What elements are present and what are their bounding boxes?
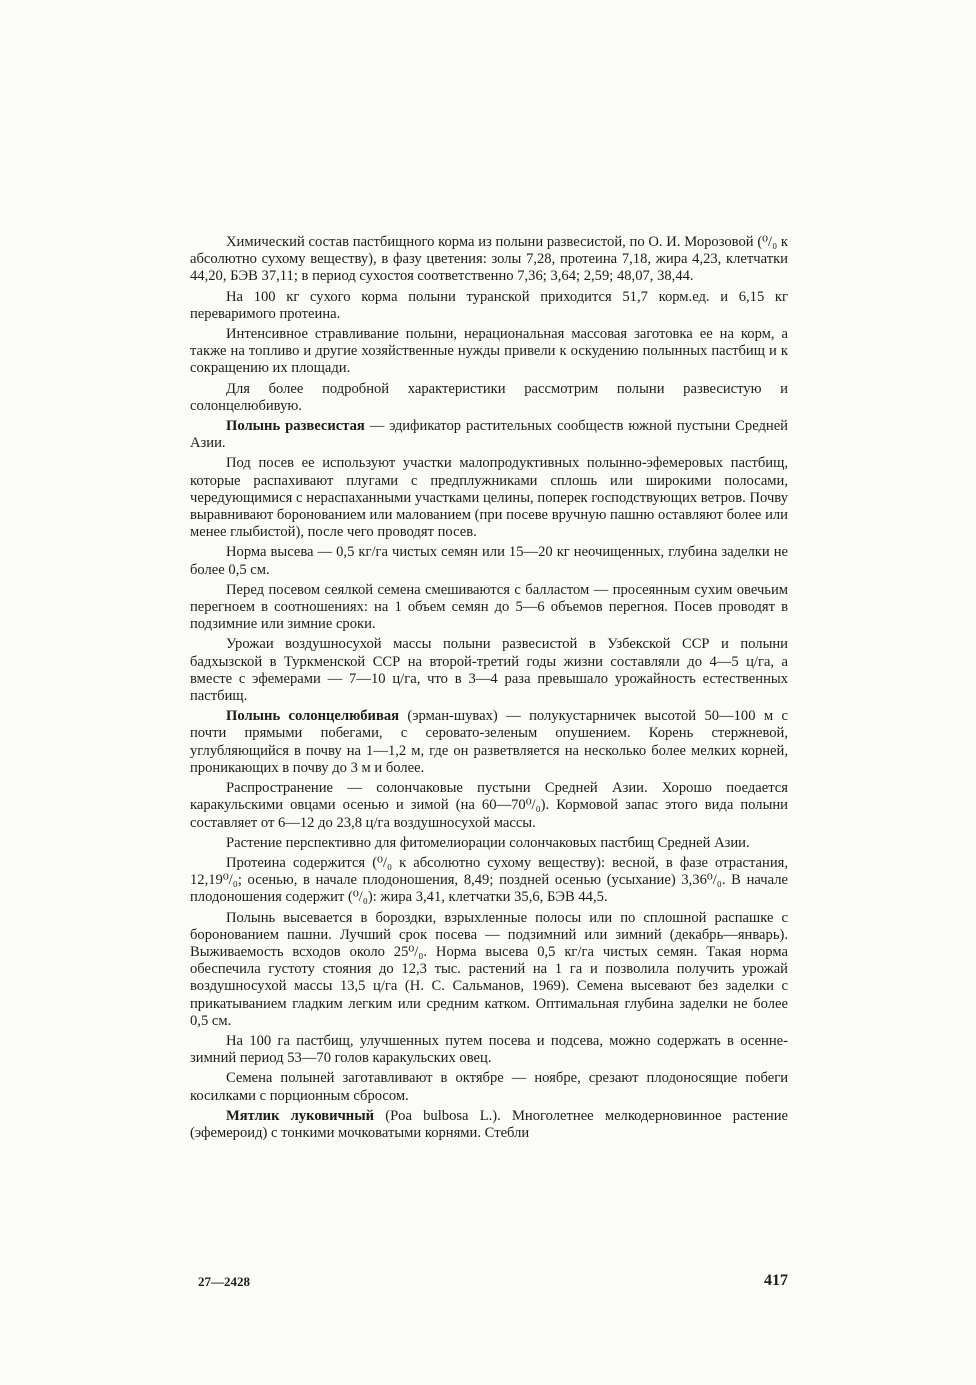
paragraph-text: Распространение — солончаковые пустыни Средней Азии. Хорошо поедается каракульскими овцами осенью и зимой (на 60—70⁰/₀). Кормовой запас этого вида полыни составляет от 6—12 до 23,8 ц/га воздушносухой массы. <box>190 780 788 831</box>
paragraph <box>190 1033 788 1067</box>
paragraph <box>190 289 788 323</box>
paragraph <box>190 855 788 907</box>
paragraph <box>190 835 788 852</box>
paragraph <box>190 636 788 705</box>
paragraph-lead: Полынь солонцелюбивая <box>226 708 400 725</box>
paragraph <box>190 780 788 832</box>
paragraph-text: Растение перспективно для фитомелиорации солончаковых пастбищ Средней Азии. <box>226 834 750 851</box>
page-footer <box>190 1272 788 1294</box>
paragraph <box>190 381 788 415</box>
paragraph-lead: Полынь развесистая <box>226 418 365 435</box>
paragraph <box>190 455 788 541</box>
paragraph <box>190 544 788 578</box>
paragraph <box>190 234 788 286</box>
paragraph <box>190 708 788 777</box>
paragraph-lead: Мятлик луковичный <box>226 1107 375 1124</box>
page-body <box>190 234 788 1145</box>
body-text <box>190 234 788 1142</box>
paragraph-text: (эрман-шувах) — полукустарничек высотой 50—100 м с почти прямыми побегами, с серовато-зеленым опушением. Корень стержневой, углубляющийся в почву на 1—1,2 м, где он разветвляется на несколько более мелких корней, проникающих в почву до 3 м и более. <box>190 708 788 776</box>
page-number: 417 <box>764 1272 788 1289</box>
paragraph-text: Интенсивное стравливание полыни, нерациональная массовая заготовка ее на корм, а также на топливо и другие хозяйственные нужды привели к оскудению полынных пастбищ и к сокращению их площади. <box>190 326 788 377</box>
paragraph-text: Протеина содержится (⁰/₀ к абсолютно сухому веществу): весной, в фазе отрастания, 12,19⁰/₀; осенью, в начале плодоношения, 8,49; поздней осенью (усыхание) 3,36⁰/₀. В начале плодоношения содержит (⁰/₀): жира 3,41, клетчатки 35,6, БЭВ 44,5. <box>190 854 788 906</box>
paragraph-text: Урожаи воздушносухой массы полыни развесистой в Узбекской ССР и полыни бадхызской в Туркменской ССР на второй-третий годы жизни составляли до 4—5 ц/га, а вместе с эфемерами — 7—10 ц/га, что в 3—4 раза превышало урожайность естественных пастбищ. <box>190 636 788 705</box>
paragraph-text: Норма высева — 0,5 кг/га чистых семян или 15—20 кг неочищенных, глубина заделки не более 0,5 см. <box>190 544 788 578</box>
printer-signature: 27—2428 <box>198 1274 250 1289</box>
paragraph-text: Семена полыней заготавливают в октябре — ноябре, срезают плодоносящие побеги косилками с порционным сбросом. <box>190 1070 788 1104</box>
paragraph-text: — эдификатор растительных сообществ южной пустыни Средней Азии. <box>190 418 788 452</box>
paragraph-text: Перед посевом сеялкой семена смешиваются с балластом — просеянным сухим овечьим перегноем в соотношениях: на 1 объем семян до 5—6 объемов перегноя. Посев проводят в подзимние или зимние сроки. <box>190 581 788 633</box>
paragraph <box>190 326 788 378</box>
paragraph <box>190 418 788 452</box>
paragraph <box>190 582 788 634</box>
paragraph-text: Под посев ее используют участки малопродуктивных полынно-эфемеровых пастбищ, которые распахивают плугами с предплужниками сплошь или широкими полосами, чередующимися с нераспаханными участками целины, поперек господствующих ветров. Почву выравнивают боронованием или малованием (при посеве вручную пашню оставляют более или менее глыбистой), после чего проводят посев. <box>190 455 788 541</box>
paragraph-text: Для более подробной характеристики рассмотрим полыни развесистую и солонцелюбивую. <box>190 380 788 414</box>
paragraph-text: Полынь высевается в бороздки, взрыхленные полосы или по сплошной распашке с боронованием пашни. Лучший срок посева — подзимний или зимний (декабрь—январь). Выживаемость всходов около 25⁰/₀. Норма высева 0,5 кг/га чистых семян. Такая норма обеспечила густоту стояния до 12,3 тыс. растений на 1 га и позволила получить урожай воздушносухой массы 13,5 ц/га (Н. С. Сальманов, 1969). Семена высевают без заделки с прикатыванием гладким легким или средним катком. Оптимальная глубина заделки не более 0,5 см. <box>190 909 788 1029</box>
paragraph <box>190 910 788 1030</box>
paragraph <box>190 1108 788 1142</box>
paragraph-text: (Poa bulbosa L.). Многолетнее мелкодерновинное растение (эфемероид) с тонкими мочковатыми корнями. Стебли <box>190 1107 789 1141</box>
paragraph-text: На 100 га пастбищ, улучшенных путем посева и подсева, можно содержать в осенне-зимний период 53—70 голов каракульских овец. <box>190 1032 788 1067</box>
paragraph <box>190 1070 788 1104</box>
paragraph-text: На 100 кг сухого корма полыни туранской приходится 51,7 корм.ед. и 6,15 кг переваримого протеина. <box>190 288 788 322</box>
paragraph-text: Химический состав пастбищного корма из полыни развесистой, по О. И. Морозовой (⁰/₀ к абсолютно сухому веществу), в фазу цветения: золы 7,28, протеина 7,18, жира 4,23, клетчатки 44,20, БЭВ 37,11; в период сухостоя соответственно 7,36; 3,64; 2,59; 48,07, 38,44. <box>190 234 788 285</box>
